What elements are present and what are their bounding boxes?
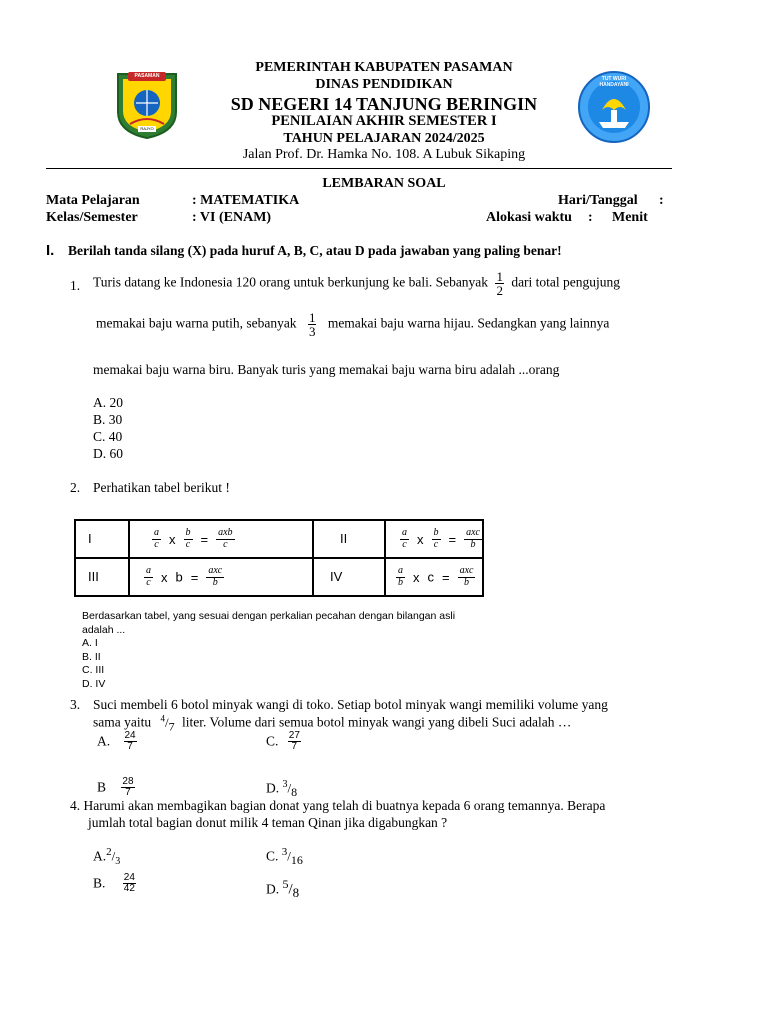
school-name: SD NEGERI 14 TANJUNG BERINGIN [230, 94, 538, 114]
q4-option-a-numerator: 2 [106, 846, 112, 858]
q3-frac-numerator: 4 [160, 713, 165, 723]
q4-option-d-label: D. [266, 881, 280, 897]
expr-iii-frac1: $\frac{a}{c}$ [146, 565, 151, 588]
subject-value: : MATEMATIKA [192, 193, 300, 208]
q2-option-c: C. III [82, 664, 105, 676]
q1-text-d: memakai baju warna hijau. Sedangkan yang lainnya [327, 315, 610, 331]
q1-line1 [93, 270, 620, 297]
q2-number: 2. [70, 480, 81, 495]
q3-option-b-label: B [97, 779, 107, 795]
q4-option-b-label: B. [93, 875, 106, 891]
equals-sign: = [190, 569, 199, 585]
row-label-ii: II [340, 531, 348, 546]
table-cell-expr-iii [129, 558, 313, 596]
fraction-table [74, 519, 484, 597]
exam-name: PENILAIAN AKHIR SEMESTER I [271, 113, 497, 129]
academic-year: TAHUN PELAJARAN 2024/2025 [283, 131, 485, 146]
q1-number: 1. [70, 278, 81, 293]
q3-option-c-fraction: $\frac{27}{7}$ [288, 730, 300, 752]
expr-ii-frac1: $\frac{a}{c}$ [402, 527, 407, 550]
times-sign: x [413, 569, 420, 585]
q4-option-a-label: A. [93, 848, 107, 864]
table-cell-label-iii [75, 558, 129, 596]
q1-frac1-numerator: 1 [496, 269, 503, 284]
expr-iv-variable: c [427, 569, 434, 585]
time-unit: Menit [612, 210, 648, 225]
q4-option-c-label: C. [266, 848, 279, 864]
times-sign: x [161, 569, 168, 585]
q3-frac-denominator: 7 [168, 719, 175, 734]
expr-iii-variable: b [175, 569, 183, 585]
q4-line1: 4. Harumi akan membagikan bagian donat yang telah di buatnya kepada 6 orang temannya. Berapa [70, 798, 606, 813]
q4-option-b [93, 873, 136, 894]
q3-line2b: liter. Volume dari semua botol minyak wangi yang dibeli Suci adalah … [181, 714, 572, 730]
table-cell-label-iv [313, 558, 385, 596]
sheet-title: LEMBARAN SOAL [322, 176, 446, 191]
q3-fraction: $^4/_7$ [160, 713, 175, 734]
q4-option-a: $A.^2/_3$ [93, 846, 121, 868]
times-sign: x [417, 531, 424, 547]
subject-label: Mata Pelajaran [46, 193, 140, 208]
q3-option-d-label: D. [266, 780, 280, 796]
q1-text-c: memakai baju warna putih, sebanyak [96, 315, 297, 331]
q3-option-d-denominator: 8 [291, 785, 298, 800]
q3-line2 [93, 713, 571, 734]
q1-line2 [96, 311, 609, 338]
table-row [75, 558, 483, 596]
expr-i-result: axb c [218, 527, 233, 550]
q4-option-a-denominator: 3 [115, 856, 121, 868]
q2-option-d: D. IV [82, 677, 106, 690]
q1-frac2-numerator: 1 [308, 310, 316, 325]
expr-i-frac2: $\frac{b}{c}$ [185, 527, 191, 550]
table-row [75, 520, 483, 558]
tut-wuri-logo-text: TUT WURI HANDAYANI [599, 76, 629, 88]
q3-option-b-fraction: $\frac{28}{7}$ [122, 776, 134, 798]
section-instruction: Berilah tanda silang (X) pada huruf A, B, C, atau D pada jawaban yang paling benar! [68, 243, 562, 258]
pasaman-logo-motto: RAJYO [140, 126, 154, 131]
q3-option-b [97, 777, 135, 798]
table-cell-expr-iv [385, 558, 483, 596]
q3-option-d: D. $^3/_8$ [266, 779, 298, 800]
expr-iv-result: axc b [459, 565, 474, 588]
section-number: I. [46, 242, 55, 259]
row-label-iii: III [88, 569, 99, 584]
table-cell-label-i [75, 520, 129, 558]
row-label-i: I [88, 531, 92, 546]
q1-fraction-third [308, 311, 317, 338]
q4-option-d-numerator: 5 [282, 877, 289, 891]
q1-text-a: Turis datang ke Indonesia 120 orang untuk berkunjung ke bali. Sebanyak [93, 274, 489, 290]
expr-iv-frac1: $\frac{a}{b}$ [398, 565, 403, 588]
q3-option-a-fraction: $\frac{24}{7}$ [124, 730, 136, 752]
q2-text: Perhatikan tabel berikut ! [93, 480, 230, 495]
q3-option-c [266, 731, 301, 752]
q2-note [82, 610, 582, 691]
q3-line1: Suci membeli 6 botol minyak wangi di toko. Setiap botol minyak wangi memiliki volume yang [93, 697, 608, 712]
expr-iii-result: axc b [208, 565, 223, 588]
time-value: : [588, 210, 593, 225]
q2-option-a: A. I [82, 637, 98, 649]
q4-option-d: D. $^5/_8$ [266, 877, 300, 901]
q4-line2: jumlah total bagian donut milik 4 teman Qinan jika digabungkan ? [88, 815, 448, 830]
time-label: Alokasi waktu [486, 210, 572, 225]
q4-option-c-denominator: 16 [290, 853, 303, 868]
q4-option-b-fraction: $\frac{24}{42}$ [123, 872, 135, 894]
header-line1: PEMERINTAH KABUPATEN PASAMAN [255, 60, 513, 75]
school-address: Jalan Prof. Dr. Hamka No. 108. A Lubuk Sikaping [242, 147, 526, 162]
class-label: Kelas/Semester [46, 210, 138, 225]
q1-frac2-denominator: 3 [308, 324, 316, 339]
q4-option-d-denominator: 8 [292, 885, 300, 901]
expr-ii-frac2: $\frac{b}{c}$ [433, 527, 439, 550]
header-divider [46, 168, 672, 169]
q1-frac1-denominator: 2 [496, 283, 503, 298]
q1-option-d: D. 60 [93, 446, 123, 461]
row-label-iv: IV [330, 569, 343, 584]
times-sign: x [169, 531, 176, 547]
q2-option-b: B. II [82, 650, 101, 663]
q1-text-b: dari total pengujung [511, 274, 621, 290]
table-cell-expr-ii [385, 520, 483, 558]
expr-ii-result: axc b [466, 527, 480, 550]
q1-option-a: A. 20 [93, 395, 123, 410]
equals-sign: = [448, 531, 457, 547]
q4-option-c: C. $^3/_{16}$ [266, 846, 303, 868]
day-label: Hari/Tanggal [558, 193, 638, 208]
q1-option-b: B. 30 [93, 412, 123, 427]
equals-sign: = [200, 531, 209, 547]
q3-line2a: sama yaitu [93, 714, 152, 730]
day-value: : [659, 193, 664, 208]
q1-fraction-half [495, 270, 504, 297]
q4-option-c-numerator: 3 [281, 846, 288, 858]
q3-number: 3. [70, 697, 81, 712]
q3-option-d-numerator: 3 [282, 779, 288, 790]
q1-line3: memakai baju warna biru. Banyak turis yang memakai baju warna biru adalah ...orang [93, 362, 560, 377]
table-cell-label-ii [313, 520, 385, 558]
expr-i-frac1: $\frac{a}{c}$ [154, 527, 159, 550]
pasaman-logo-text: PASAMAN [134, 73, 160, 79]
q2-note-line1: Berdasarkan tabel, yang sesuai dengan perkalian pecahan dengan bilangan asli [82, 610, 456, 622]
header-line2: DINAS PENDIDIKAN [315, 77, 453, 92]
equals-sign: = [442, 569, 450, 585]
q3-option-a-label: A. [97, 733, 111, 749]
class-value: : VI (ENAM) [192, 210, 272, 225]
q1-option-c: C. 40 [93, 429, 123, 444]
table-cell-expr-i [129, 520, 313, 558]
q2-note-line2: adalah ... [82, 623, 126, 636]
q3-option-c-label: C. [266, 733, 279, 749]
q3-option-a [97, 731, 137, 752]
